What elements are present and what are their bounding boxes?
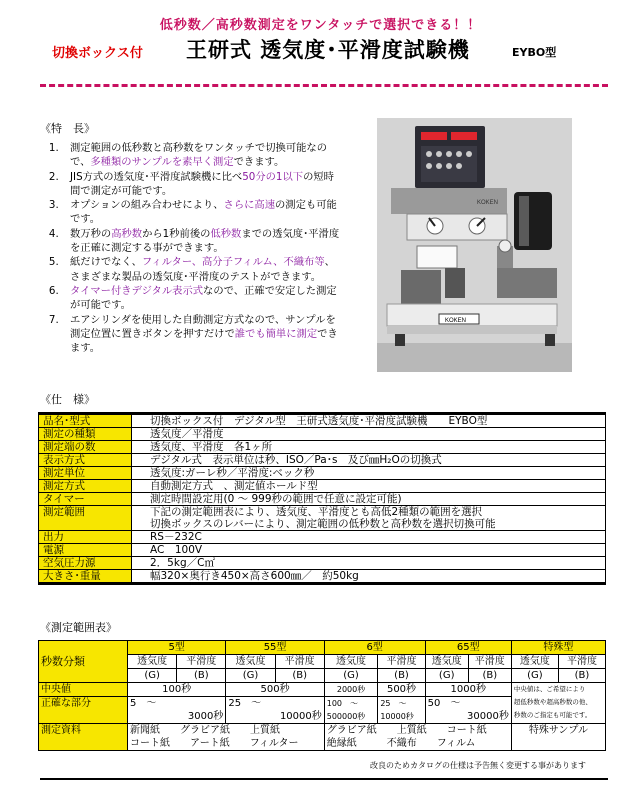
table-row <box>39 544 606 557</box>
type-5: 5型 <box>128 641 226 655</box>
feature-item: 1. 測定範囲の低秒数と高秒数をワンタッチで切換可能なので、多種類のサンプルを素早く測定できます。 <box>62 141 340 170</box>
spec-value: 測定時間設定用(0 ～ 999秒の範囲で任意に設定可能) <box>132 493 606 506</box>
col-air-permeability: 透気度 <box>324 655 378 669</box>
range-label-class: 秒数分類 <box>39 641 128 683</box>
col-smoothness: 平滑度 <box>468 655 511 669</box>
product-photo <box>377 118 572 372</box>
model-name: EYBO型 <box>512 46 557 59</box>
col-air-permeability: 透気度 <box>128 655 177 669</box>
table-row <box>39 557 606 570</box>
spec-key: 測定範囲 <box>39 506 132 531</box>
feature-item: 6. タイマー付きデジタル表示式なので、正確で安定した測定が可能です。 <box>62 284 340 313</box>
center-value: 1000秒 <box>425 683 511 697</box>
col-smoothness: 平滑度 <box>275 655 324 669</box>
spec-key: 大きさ･重量 <box>39 570 132 584</box>
table-row <box>39 531 606 544</box>
table-row <box>39 724 606 751</box>
spec-key: 電源 <box>39 544 132 557</box>
col-air-permeability: 透気度 <box>425 655 468 669</box>
accuracy-value: 50 ～ 30000秒 <box>425 697 511 724</box>
spec-value: 透気度／平滑度 <box>132 428 606 441</box>
spec-key: 測定方式 <box>39 480 132 493</box>
spec-key: 表示方式 <box>39 454 132 467</box>
materials-label: 測定資料 <box>39 724 128 751</box>
table-row <box>39 428 606 441</box>
col-g: (G) <box>226 669 275 683</box>
table-row <box>39 467 606 480</box>
svg-text:KOKEN: KOKEN <box>445 318 467 324</box>
feature-item: 4. 数万秒の高秒数から1秒前後の低秒数までの透気度･平滑度を正確に測定する事ができます。 <box>62 227 340 256</box>
range-heading: 《測定範囲表》 <box>40 621 117 634</box>
spec-key: 空気圧力源 <box>39 557 132 570</box>
materials-value: グラビア紙 上質紙 コート紙 絶縁紙 不織布 フィルム <box>324 724 511 751</box>
col-b: (B) <box>378 669 425 683</box>
col-air-permeability: 透気度 <box>511 655 558 669</box>
range-table <box>38 640 606 751</box>
box-label: 切換ボックス付 <box>52 46 143 61</box>
col-smoothness: 平滑度 <box>378 655 425 669</box>
table-row <box>39 493 606 506</box>
spec-value: AC 100V <box>132 544 606 557</box>
col-air-permeability: 透気度 <box>226 655 275 669</box>
spec-value: 切換ボックスのレバーにより、測定範囲の低秒数と高秒数を選択切換可能 <box>132 518 606 531</box>
accuracy-value: 25 ～ 10000秒 <box>226 697 324 724</box>
svg-text:KOKEN: KOKEN <box>477 200 499 206</box>
table-row <box>39 454 606 467</box>
col-smoothness: 平滑度 <box>558 655 605 669</box>
spec-value: 下記の測定範囲表により、透気度、平滑度とも高低2種類の範囲を選択 <box>132 506 606 519</box>
materials-value: 新聞紙 グラビア紙 上質紙 コート紙 アート紙 フィルター <box>128 724 325 751</box>
page-title: 王研式 透気度･平滑度試験機 <box>186 38 470 62</box>
table-row <box>39 441 606 454</box>
special-note: 中央値は、ご希望により 超低秒数や超高秒数の他、 秒数のご指定も可能です。 <box>511 683 605 724</box>
bottom-rule <box>40 778 608 780</box>
center-value: 2000秒 <box>324 683 378 697</box>
feature-item: 2. JIS方式の透気度･平滑度試験機に比べ50分の1以下の短時間で測定が可能です。 <box>62 170 340 199</box>
spec-key: タイマー <box>39 493 132 506</box>
col-smoothness: 平滑度 <box>177 655 226 669</box>
spec-value: 透気度、平滑度 各1ヶ所 <box>132 441 606 454</box>
feature-item: 3. オプションの組み合わせにより、さらに高速の測定も可能です。 <box>62 198 340 227</box>
tester-machine-icon <box>377 118 572 372</box>
col-g: (G) <box>324 669 378 683</box>
table-row <box>39 683 606 697</box>
dashed-divider <box>40 84 608 87</box>
spec-value: RS－232C <box>132 531 606 544</box>
accuracy-label: 正確な部分 <box>39 697 128 724</box>
center-value: 500秒 <box>226 683 324 697</box>
spec-key: 測定端の数 <box>39 441 132 454</box>
col-g: (G) <box>425 669 468 683</box>
col-b: (B) <box>558 669 605 683</box>
col-g: (G) <box>511 669 558 683</box>
table-row <box>39 641 606 655</box>
spec-key: 品名･型式 <box>39 414 132 428</box>
spec-value: 切換ボックス付 デジタル型 王研式透気度･平滑度試験機 EYBO型 <box>132 414 606 428</box>
col-b: (B) <box>177 669 226 683</box>
center-value: 500秒 <box>378 683 425 697</box>
accuracy-value: 100 ～ 500000秒 <box>324 697 378 724</box>
spec-value: 透気度:ガーレ秒／平滑度:ベック秒 <box>132 467 606 480</box>
col-b: (B) <box>468 669 511 683</box>
table-row <box>39 506 606 519</box>
spec-value: 2．5kg／C㎡ <box>132 557 606 570</box>
table-row <box>39 480 606 493</box>
spec-key: 出力 <box>39 531 132 544</box>
center-label: 中央値 <box>39 683 128 697</box>
spec-table <box>38 412 606 585</box>
spec-value: 幅320×奥行き450×高さ600㎜／ 約50kg <box>132 570 606 584</box>
col-b: (B) <box>275 669 324 683</box>
feature-item: 5. 紙だけでなく、フィルター、高分子フィルム、不織布等、さまざまな製品の透気度･平滑度のテストができます。 <box>62 255 340 284</box>
spec-value: デジタル式 表示単位は秒、ISO／Pa･s 及び㎜H₂Oの切換式 <box>132 454 606 467</box>
accuracy-value: 5 ～ 3000秒 <box>128 697 226 724</box>
accuracy-value: 25 ～ 10000秒 <box>378 697 425 724</box>
type-special: 特殊型 <box>511 641 605 655</box>
footer-note: 改良のためカタログの仕様は予告無く変更する事があります <box>370 761 586 770</box>
spec-heading: 《仕 様》 <box>40 393 95 406</box>
type-55: 55型 <box>226 641 324 655</box>
feature-item: 7. エアシリンダを使用した自動測定方式なので、サンプルを測定位置に置きボタンを押すだけで誰でも簡単に測定できます。 <box>62 313 340 356</box>
type-6: 6型 <box>324 641 425 655</box>
col-g: (G) <box>128 669 177 683</box>
table-row <box>39 570 606 584</box>
features-list <box>40 141 340 355</box>
spec-key: 測定単位 <box>39 467 132 480</box>
table-row <box>39 414 606 428</box>
center-value: 100秒 <box>128 683 226 697</box>
materials-value: 特殊サンプル <box>511 724 605 751</box>
spec-key: 測定の種類 <box>39 428 132 441</box>
features-heading: 《特 長》 <box>40 122 95 135</box>
tagline: 低秒数／高秒数測定をワンタッチで選択できる！！ <box>159 18 482 33</box>
type-65: 65型 <box>425 641 511 655</box>
spec-value: 自動測定方式 、測定値ホールド型 <box>132 480 606 493</box>
